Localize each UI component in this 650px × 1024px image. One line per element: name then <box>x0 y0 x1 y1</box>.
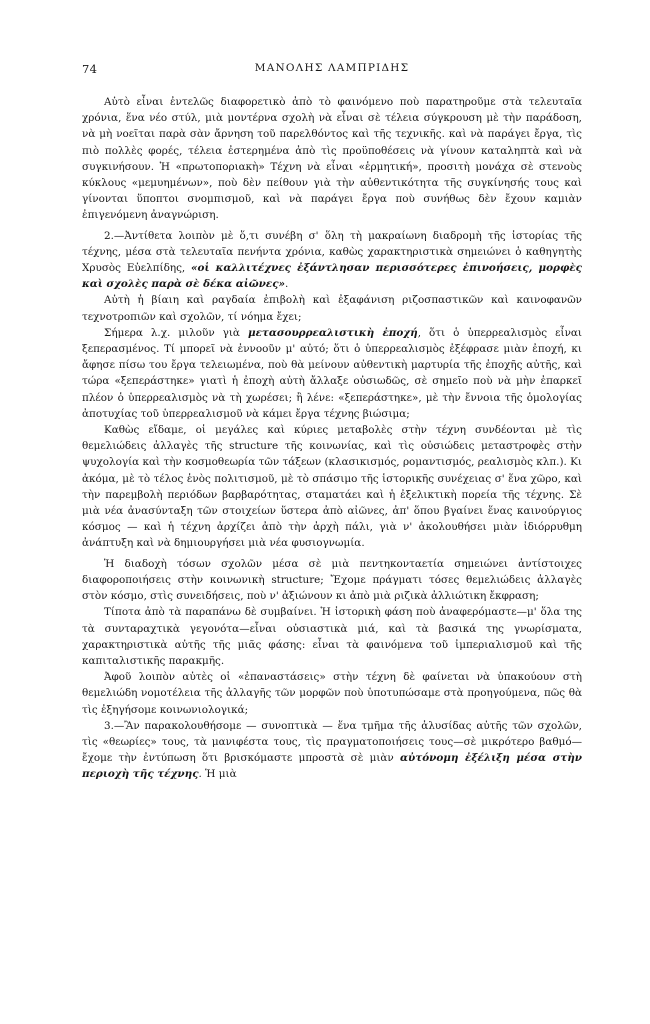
paragraph: Τίποτα ἀπὸ τὰ παραπάνω δὲ συμβαίνει. Ἡ ἱστορικὴ φάση ποὺ ἀναφερόμαστε—μ' ὅλα της τὰ συνταραχτικὰ γεγονότα—εἶναι οὐσιαστικὰ μιά, καὶ τὰ βασικά της γνωρίσματα, χαρακτηριστικὰ αὐτῆς τῆς μιᾶς φάσης: εἶναι τὰ φαινόμενα τοῦ ἰμπεριαλισμοῦ καὶ τῆς καπιταλιστικῆς παρακμῆς. <box>82 606 582 667</box>
paragraph: Ἡ διαδοχὴ τόσων σχολῶν μέσα σὲ μιὰ πεντηκονταετία σημειώνει ἀντίστοιχες διαφοροποιήσεις στὴν κοινωνικὴ structure; Ἔχομε πράγματι τόσες θεμελιώδεις ἀλλαγὲς στὸν κόσμο, στὶς συνειδήσεις, ποὺ ν' ἀξιώνουν κι ἀπὸ μιὰ ριζικὰ ἀλλιώτικη ἔκφραση; <box>82 557 582 603</box>
book-page <box>82 62 582 783</box>
paragraph-text: 2.—Ἀντίθετα λοιπὸν μὲ ὅ,τι συνέβη σ' ὅλη τὴ μακραίωνη διαδρομὴ τῆς ἱστορίας τῆς τέχνης, μέσα στὰ τελευταῖα πενήντα χρόνια, καθὼς χαρακτηριστικὰ σημειώνει ὁ καθηγητὴς Χρυσὸς Εὐελπίδης, <box>82 229 582 275</box>
paragraph: Ἀφοῦ λοιπὸν αὐτὲς οἱ «ἐπαναστάσεις» στὴν τέχνη δὲ φαίνεται νὰ ὑπακούουν στὴ θεμελιώδη νομοτέλεια τῆς ἀλλαγῆς τῶν μορφῶν ποὺ ὑποτυπώσαμε στὰ προηγούμενα, πῶς θὰ τὶς ἐξηγήσομε κοινωνιολογικά; <box>82 671 582 716</box>
paragraph-text: . Ἡ μιὰ <box>198 768 237 781</box>
paragraph <box>82 325 582 422</box>
quotation: «οἱ καλλιτέχνες ἐξάντλησαν περισσότερες ἐπινοήσεις, μορφὲς καὶ σχολὲς παρὰ σὲ δέκα αἰῶνες» <box>82 262 582 291</box>
running-head-author: ΜΑΝΟΛΗΣ ΛΑΜΠΡΙΔΗΣ <box>254 62 410 74</box>
page-header <box>82 62 582 80</box>
paragraph: Αὐτὸ εἶναι ἐντελῶς διαφορετικὸ ἀπὸ τὸ φαινόμενο ποὺ παρατηροῦμε στὰ τελευταῖα χρόνια, ἕνα νέο στύλ, μιὰ μοντέρνα σχολὴ νὰ εἶναι σὲ τέλεια σύγκρουση μὲ τὴν παράδοση, νὰ μὴ νοεῖται παρὰ σὰν ἄρνηση τοῦ παρελθόντος καὶ τῆς τεχνικῆς. καὶ νὰ παράγει ἔργα, τὶς πιὸ πολλὲς φορές, τέλεια ἐστερημένα ἀπὸ τὶς προϋποθέσεις νὰ γίνουν καταληπτὰ καὶ νὰ συγκινήσουν. Ἡ «πρωτοποριακὴ» Τέχνη νὰ εἶναι «ἑρμητική», προσιτὴ μονάχα σὲ στενοὺς κύκλους «μεμυημένων», ποὺ δὲν πείθουν γιὰ τὴν αὐθεντικότητα τῆς συγκίνησής τους καὶ γίνονται ὕποπτοι σνομπισμοῦ, καὶ νὰ παράγει ἔργα ποὺ συνήθως δὲν ἔχουν καμιὰν ἐπιγενόμενη ἀναγνώριση. <box>82 96 582 222</box>
page-number: 74 <box>82 62 98 76</box>
paragraph-text: , ὅτι ὁ ὑπερρεαλισμὸς εἶναι ξεπερασμένος. Τί μπορεῖ νὰ ἐννοοῦν μ' αὐτό; ὅτι ὁ ὑπερρεαλισμὸς ἐξέφρασε μιὰν ἐποχή, κι ἄφησε πίσω του ἔργα τελειωμένα, ποὺ θὰ μείνουν αὐθεντικὴ μαρτυρία τῆς ἐποχῆς αὐτῆς, καὶ τώρα «ξεπεράστηκε» γιατὶ ἡ ἐποχὴ αὐτὴ ἄλλαξε οὐσιωδῶς, σὲ σημεῖο ποὺ νὰ μὴν ἐπαρκεῖ πλέον ὁ ὑπερρεαλισμὸς νὰ τὴ χωρέσει; ἢ λένε: «ξεπεράστηκε», μὲ τὴν ἔννοια τῆς ὁμολογίας ἀποτυχίας τοῦ ὑπερρεαλισμοῦ νὰ κάμει ἔργα τέχνης βιώσιμα; <box>82 326 582 420</box>
paragraph-section-3 <box>82 718 582 783</box>
paragraph: Αὐτὴ ἡ βίαιη καὶ ραγδαία ἐπιβολὴ καὶ ἐξαφάνιση ριζοσπαστικῶν καὶ καινοφανῶν τεχνοτροπιῶν καὶ σχολῶν, τί νόημα ἔχει; <box>82 294 582 323</box>
paragraph: Καθὼς εἴδαμε, οἱ μεγάλες καὶ κύριες μεταβολὲς στὴν τέχνη συνδέονται μὲ τὶς θεμελιώδεις ἀλλαγὲς τῆς structure τῆς κοινωνίας, καὶ τὶς οὐσιώδεις μεταστροφὲς στὴν ψυχολογία καὶ τὴν κοσμοθεωρία τῶν τάξεων (κλασικισμός, ρομαντισμός, ρεαλισμὸς κλπ.). Κι ἀκόμα, μὲ τὸ τέλος ἑνὸς πολιτισμοῦ, μὲ τὸ σπάσιμο τῆς ἱστορικῆς συνέχειας σ' ἕνα χῶρο, καὶ τὴν παρεμβολὴ περιόδων βαρβαρότητας, σταματάει καὶ ἡ ἐξελικτικὴ πορεία τῆς τέχνης. Σὲ μιὰ νέα ἀνασύνταξη τῶν στοιχείων ὕστερα ἀπὸ αἰῶνες, ἀπ' ὅπου βγαίνει ἕνας καινούργιος κόσμος — καὶ ἡ τέχνη ἀρχίζει ἀπὸ τὴν ἀρχὴ πάλι, γιὰ ν' ἀκολουθήσει μιὰν ἰδιόρρυθμη ἀνάπτυξη καὶ νὰ δημιουργήσει μιὰ νέα φυσιογνωμία. <box>82 424 582 550</box>
body-text <box>82 94 582 783</box>
paragraph-section-2 <box>82 228 582 293</box>
paragraph-text: . <box>285 278 289 291</box>
emphasized-phrase: αὐτόνομη ἐξέλιξη μέσα στὴν περιοχὴ τῆς τέχνης <box>82 752 582 781</box>
emphasized-term: μετασουρρεαλιστικὴ ἐποχή <box>247 326 418 339</box>
paragraph-text: Σήμερα λ.χ. μιλοῦν γιὰ <box>104 326 248 339</box>
paragraph-text: 3.—Ἂν παρακολουθήσομε — συνοπτικὰ — ἕνα τμῆμα τῆς ἁλυσίδας αὐτῆς τῶν σχολῶν, τὶς «θεωρίες» τους, τὰ μανιφέστα τους, τὶς πραγματοποιήσεις τους—σὲ μικρότερο βαθμό—ἔχομε τὴν ἐντύπωση ὅτι βρισκόμαστε μπροστὰ σὲ μιὰν <box>82 719 582 765</box>
